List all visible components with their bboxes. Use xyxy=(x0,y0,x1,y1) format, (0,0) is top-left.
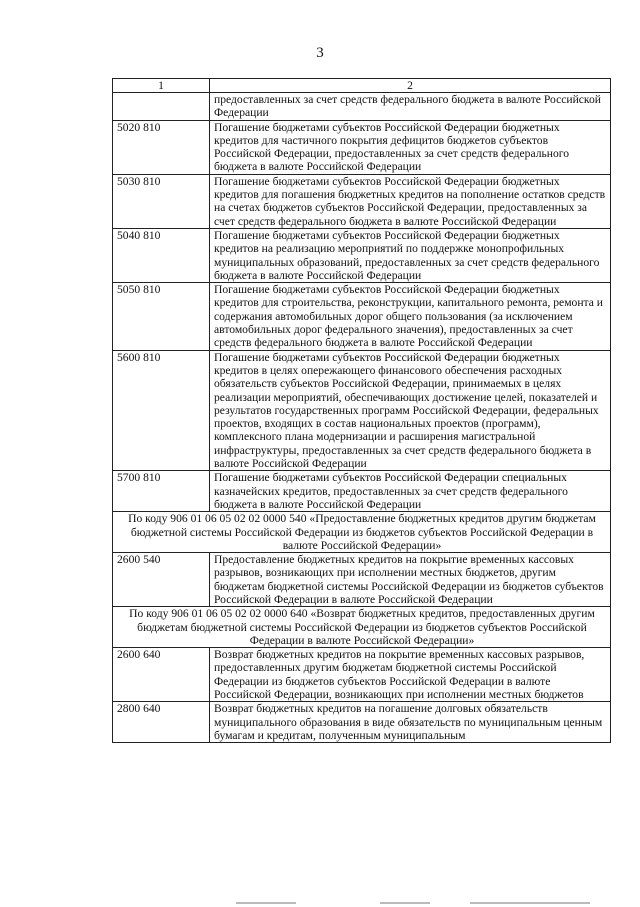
row-code: 5700 810 xyxy=(113,471,210,512)
row-code: 5040 810 xyxy=(113,228,210,282)
row-description: Предоставление бюджетных кредитов на покрытие временных кассовых разрывов, возникающих при исполнении местных бюджетов, другим бюджетам бюджетной системы Российской Федерации из бюджетов субъектов Российской Федерации в валюте Российской Федерации xyxy=(210,553,611,607)
column-header-2: 2 xyxy=(210,79,611,93)
row-description: Погашение бюджетами субъектов Российской Федерации бюджетных кредитов в целях опережающего финансового обеспечения расходных обязательств субъектов Российской Федерации, принимаемых в целях реализации мероприятий, обеспечивающих достижение целей, показателей и результатов государственных программ Российской Федерации, федеральных проектов, входящих в состав национальных проектов (программ), комплексного плана модернизации и расширения магистральной инфраструктуры, предоставленных за счет средств федерального бюджета в валюте Российской Федерации xyxy=(210,350,611,471)
row-description: предоставленных за счет средств федерального бюджета в валюте Российской Федерации xyxy=(210,93,611,121)
table-row xyxy=(113,648,611,702)
scan-mark xyxy=(380,902,430,904)
scan-mark xyxy=(470,902,590,904)
table-row xyxy=(113,553,611,607)
page-number: 3 xyxy=(316,45,324,61)
section-heading: По коду 906 01 06 05 02 02 0000 540 «Предоставление бюджетных кредитов другим бюджетам бюджетной системы Российской Федерации из бюджетов субъектов Российской Федерации в валюте Российской Федерации» xyxy=(113,512,611,553)
section-row xyxy=(113,607,611,648)
row-code: 5050 810 xyxy=(113,283,210,350)
table-header-row xyxy=(113,79,611,93)
row-description: Погашение бюджетами субъектов Российской Федерации бюджетных кредитов для строительства, реконструкции, капитального ремонта, ремонта и содержания автомобильных дорог общего пользования (за исключением автомобильных дорог федерального значения), предоставленных за счет средств федерального бюджета в валюте Российской Федерации xyxy=(210,283,611,350)
table-row xyxy=(113,471,611,512)
section-row xyxy=(113,512,611,553)
scan-mark xyxy=(236,902,296,904)
row-description: Возврат бюджетных кредитов на погашение долговых обязательств муниципального образования в виде обязательств по муниципальным ценным бумагам и кредитам, полученным муниципальным xyxy=(210,702,611,743)
row-code: 2800 640 xyxy=(113,702,210,743)
column-header-1: 1 xyxy=(113,79,210,93)
row-code: 5030 810 xyxy=(113,174,210,228)
row-description: Погашение бюджетами субъектов Российской Федерации бюджетных кредитов на реализацию мероприятий по поддержке монопрофильных муниципальных образований, предоставленных за счет средств федерального бюджета в валюте Российской Федерации xyxy=(210,228,611,282)
table-row xyxy=(113,350,611,471)
row-code: 5020 810 xyxy=(113,120,210,174)
table-row xyxy=(113,93,611,121)
row-code: 2600 540 xyxy=(113,553,210,607)
scan-artifact-marks xyxy=(0,898,640,907)
row-description: Погашение бюджетами субъектов Российской Федерации бюджетных кредитов для частичного покрытия дефицитов бюджетов субъектов Российской Федерации, предоставленных за счет средств федерального бюджета в валюте Российской Федерации xyxy=(210,120,611,174)
table-row xyxy=(113,228,611,282)
row-description: Возврат бюджетных кредитов на покрытие временных кассовых разрывов, предоставленных другим бюджетам бюджетной системы Российской Федерации из бюджетов субъектов Российской Федерации в валюте Российской Федерации, возникающих при исполнении местных бюджетов xyxy=(210,648,611,702)
table-row xyxy=(113,702,611,743)
row-code xyxy=(113,93,210,121)
row-description: Погашение бюджетами субъектов Российской Федерации бюджетных кредитов для погашения бюджетных кредитов на пополнение остатков средств на счетах бюджетов субъектов Российской Федерации, предоставленных за счет средств федерального бюджета в валюте Российской Федерации xyxy=(210,174,611,228)
section-heading: По коду 906 01 06 05 02 02 0000 640 «Возврат бюджетных кредитов, предоставленных другим бюджетам бюджетной системы Российской Федерации из бюджетов субъектов Российской Федерации в валюте Российской Федерации» xyxy=(113,607,611,648)
row-description: Погашение бюджетами субъектов Российской Федерации специальных казначейских кредитов, предоставленных за счет средств федерального бюджета в валюте Российской Федерации xyxy=(210,471,611,512)
table-row xyxy=(113,120,611,174)
budget-codes-table xyxy=(112,78,611,743)
row-code: 5600 810 xyxy=(113,350,210,471)
table-row xyxy=(113,174,611,228)
table-row xyxy=(113,283,611,350)
row-code: 2600 640 xyxy=(113,648,210,702)
